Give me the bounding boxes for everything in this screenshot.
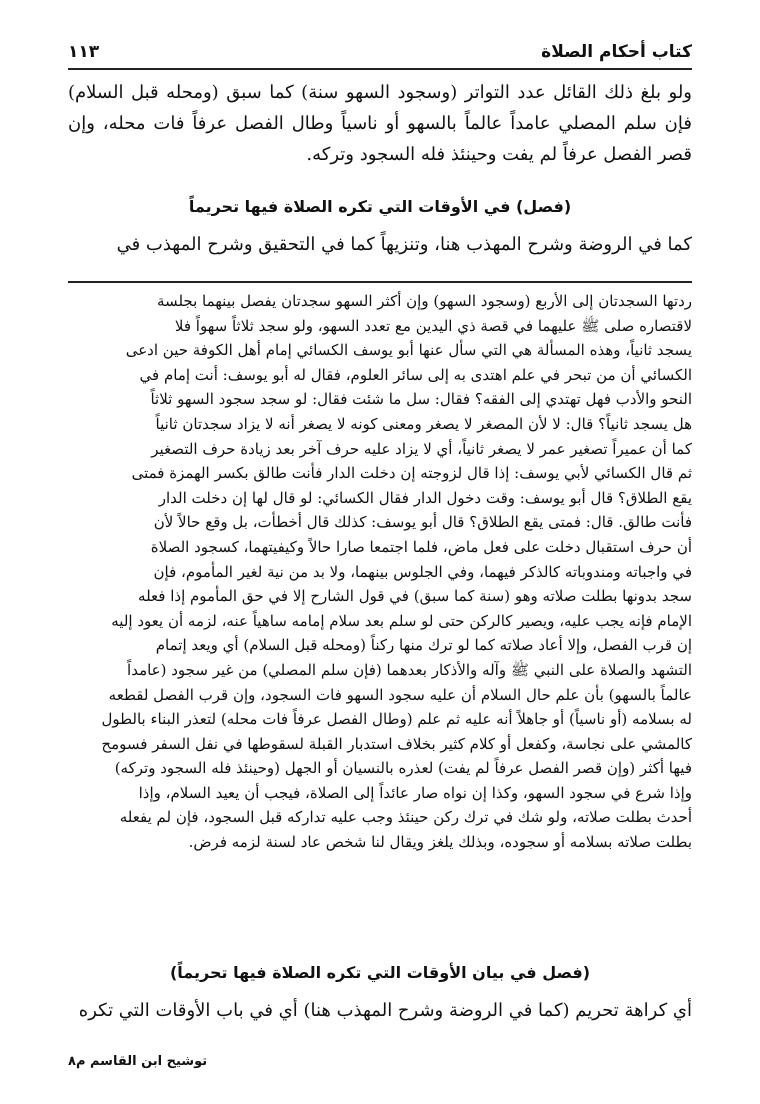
matn-after-heading-1 (68, 229, 692, 260)
commentary-line: أي كراهة تحريم (كما في الروضة وشرح المهذب هنا) أي في باب الأوقات التي تكره (78, 1000, 692, 1021)
matn-paragraph: ولو بلغ ذلك القائل عدد التواتر (وسجود السهو سنة) كما سبق (ومحله قبل السلام) فإن سلم المصلي عامداً عالماً بالسهو أو ناسياً وطال الفصل عرفاً فات محله، وإن قصر الفصل عرفاً لم يفت وحينئذ فله السجود وتركه. (68, 82, 692, 165)
section-heading-2: (فصل في بيان الأوقات التي تكره الصلاة فيها تحريماً) (169, 963, 591, 982)
commentary-block (68, 289, 692, 855)
footnote-separator (68, 281, 692, 283)
commentary-line: أن حرف استقبال دخلت على فعل ماض، فلما اجتمعا صارا حالاً وكيفيتهما، كسجود الصلاة (150, 537, 692, 556)
commentary-after-heading-2 (68, 995, 692, 1026)
commentary-line: له بسلامه (أو ناسياً) أو جاهلاً أنه عليه ثم علم (وطال الفصل عرفاً فات محله) لتعذر البناء بالطول (101, 710, 692, 729)
commentary-line: الإمام فإنه يجب عليه، ويصير كالركن حتى لو سلم بعد سلام إمامه ساهياً عنه، لزمه أن يعود إليه (111, 611, 692, 630)
commentary-line: الكسائي أن من تبحر في علم اهتدى به إلى سائر العلوم، فقال له أبو يوسف: أنت إمام في (139, 365, 692, 384)
commentary-line: ثم قال الكسائي لأبي يوسف: إذا قال لزوجته إن دخلت الدار فأنت طالق بكسر الهمزة فمتى (131, 464, 692, 483)
commentary-line: وإذا شرع في سجود السهو، وكذا إن نواه صار عائداً إلى الصلاة، فيجب أن يعيد السلام، وإذا (138, 783, 692, 802)
commentary-line: عالماً بالسهو) بأن علم حال السلام أن عليه سجود السهو فات السجود، وإن قرب الفصل لقطعه (108, 685, 692, 704)
matn-line: كما في الروضة وشرح المهذب هنا، وتنزيهاً كما في التحقيق وشرح المهذب في (116, 234, 692, 255)
running-title: كتاب أحكام الصلاة (541, 42, 692, 62)
page-header (68, 34, 692, 62)
commentary-line: ردتها السجدتان إلى الأربع (وسجود السهو) وإن أكثر السهو سجدتان يفصل بينهما بجلسة (157, 292, 692, 310)
commentary-line: لاقتصاره صلى ﷺ عليهما في قصة ذي اليدين مع تعدد السهو، ولو سجد ثلاثاً سهواً فلا (174, 316, 692, 335)
commentary-line: يقع الطلاق؟ قال أبو يوسف: وقت دخول الدار فقال الكسائي: لو قال لها إن دخلت الدار (158, 488, 692, 507)
commentary-line: النحو والأدب فهل تهتدي إلى الفقه؟ فقال: سل ما شئت فقال: لو سجد سجود السهو ثلاثاً (150, 390, 692, 409)
commentary-line: فيها أكثر (وإن قصر الفصل عرفاً لم يفت) لعذره بالنسيان أو الجهل (وحينئذ فله السجود وتركه) (114, 759, 692, 778)
page-footer (68, 1054, 692, 1069)
page-number: ١١٣ (68, 42, 100, 62)
commentary-line: فأنت طالق. قال: فمتى يقع الطلاق؟ قال أبو يوسف: كذلك قال أخطأت، بل وقع حالاً لأن (153, 513, 692, 532)
section-heading-1: (فصل) في الأوقات التي تكره الصلاة فيها تحريماً (188, 197, 572, 216)
commentary-line: التشهد والصلاة على النبي ﷺ وآله والأذكار بعدهما (فإن سلم المصلي) من غير سجود (عامداً (127, 660, 692, 679)
commentary-line: هل يسجد ثانياً؟ قال: لا لأن المصغر لا يصغر ومعنى كونه لا يصغر أنه لا يزاد سجدتان ثانياً (155, 414, 692, 433)
matn-top (68, 77, 692, 170)
commentary-line: بطلت صلاته بسلامه أو سجوده، وبذلك يلغز ويقال لنا شخص عاد لسنة لزمه فرض. (188, 833, 692, 852)
commentary-line: كما أن عميراً تصغير عمر لا يصغر ثانياً، أي لا يزاد عليه حرف آخر بعد زيادة حرف التصغير (151, 439, 692, 458)
commentary-line: سجد بدونها بطلت صلاته وهو (سنة كما سبق) في قول الشارح إلا في حق المأموم إذا فعله (138, 587, 692, 606)
commentary-line: كالمشي على نجاسة، وكفعل أو كلام كثير بخلاف استدبار القبلة لسقوطها في نفل السفر فسومح (101, 734, 692, 753)
commentary-line: إن قرب الفصل، وإلا أعاد صلاته كما لو ترك منها ركناً (ومحله قبل السلام) أي ويعد إتمام (155, 636, 692, 655)
commentary-line: في واجباته ومندوباته كالذكر فيهما، وفي الجلوس بينهما، ولا بد من نية لغير المأموم، فإن (153, 562, 692, 581)
signature-mark: توشيح ابن القاسم م٨ (68, 1054, 208, 1069)
header-rule (68, 68, 692, 70)
commentary-line: أحدث بطلت صلاته، ولو شك في ترك ركن حينئذ وجب عليه تداركه قبل السجود، فإن لم يفعله (119, 808, 692, 827)
commentary-line: يسجد ثانياً، وهذه المسألة هي التي سأل عنها أبو يوسف الكسائي إمام أهل الكوفة حين ادعى (125, 341, 692, 360)
